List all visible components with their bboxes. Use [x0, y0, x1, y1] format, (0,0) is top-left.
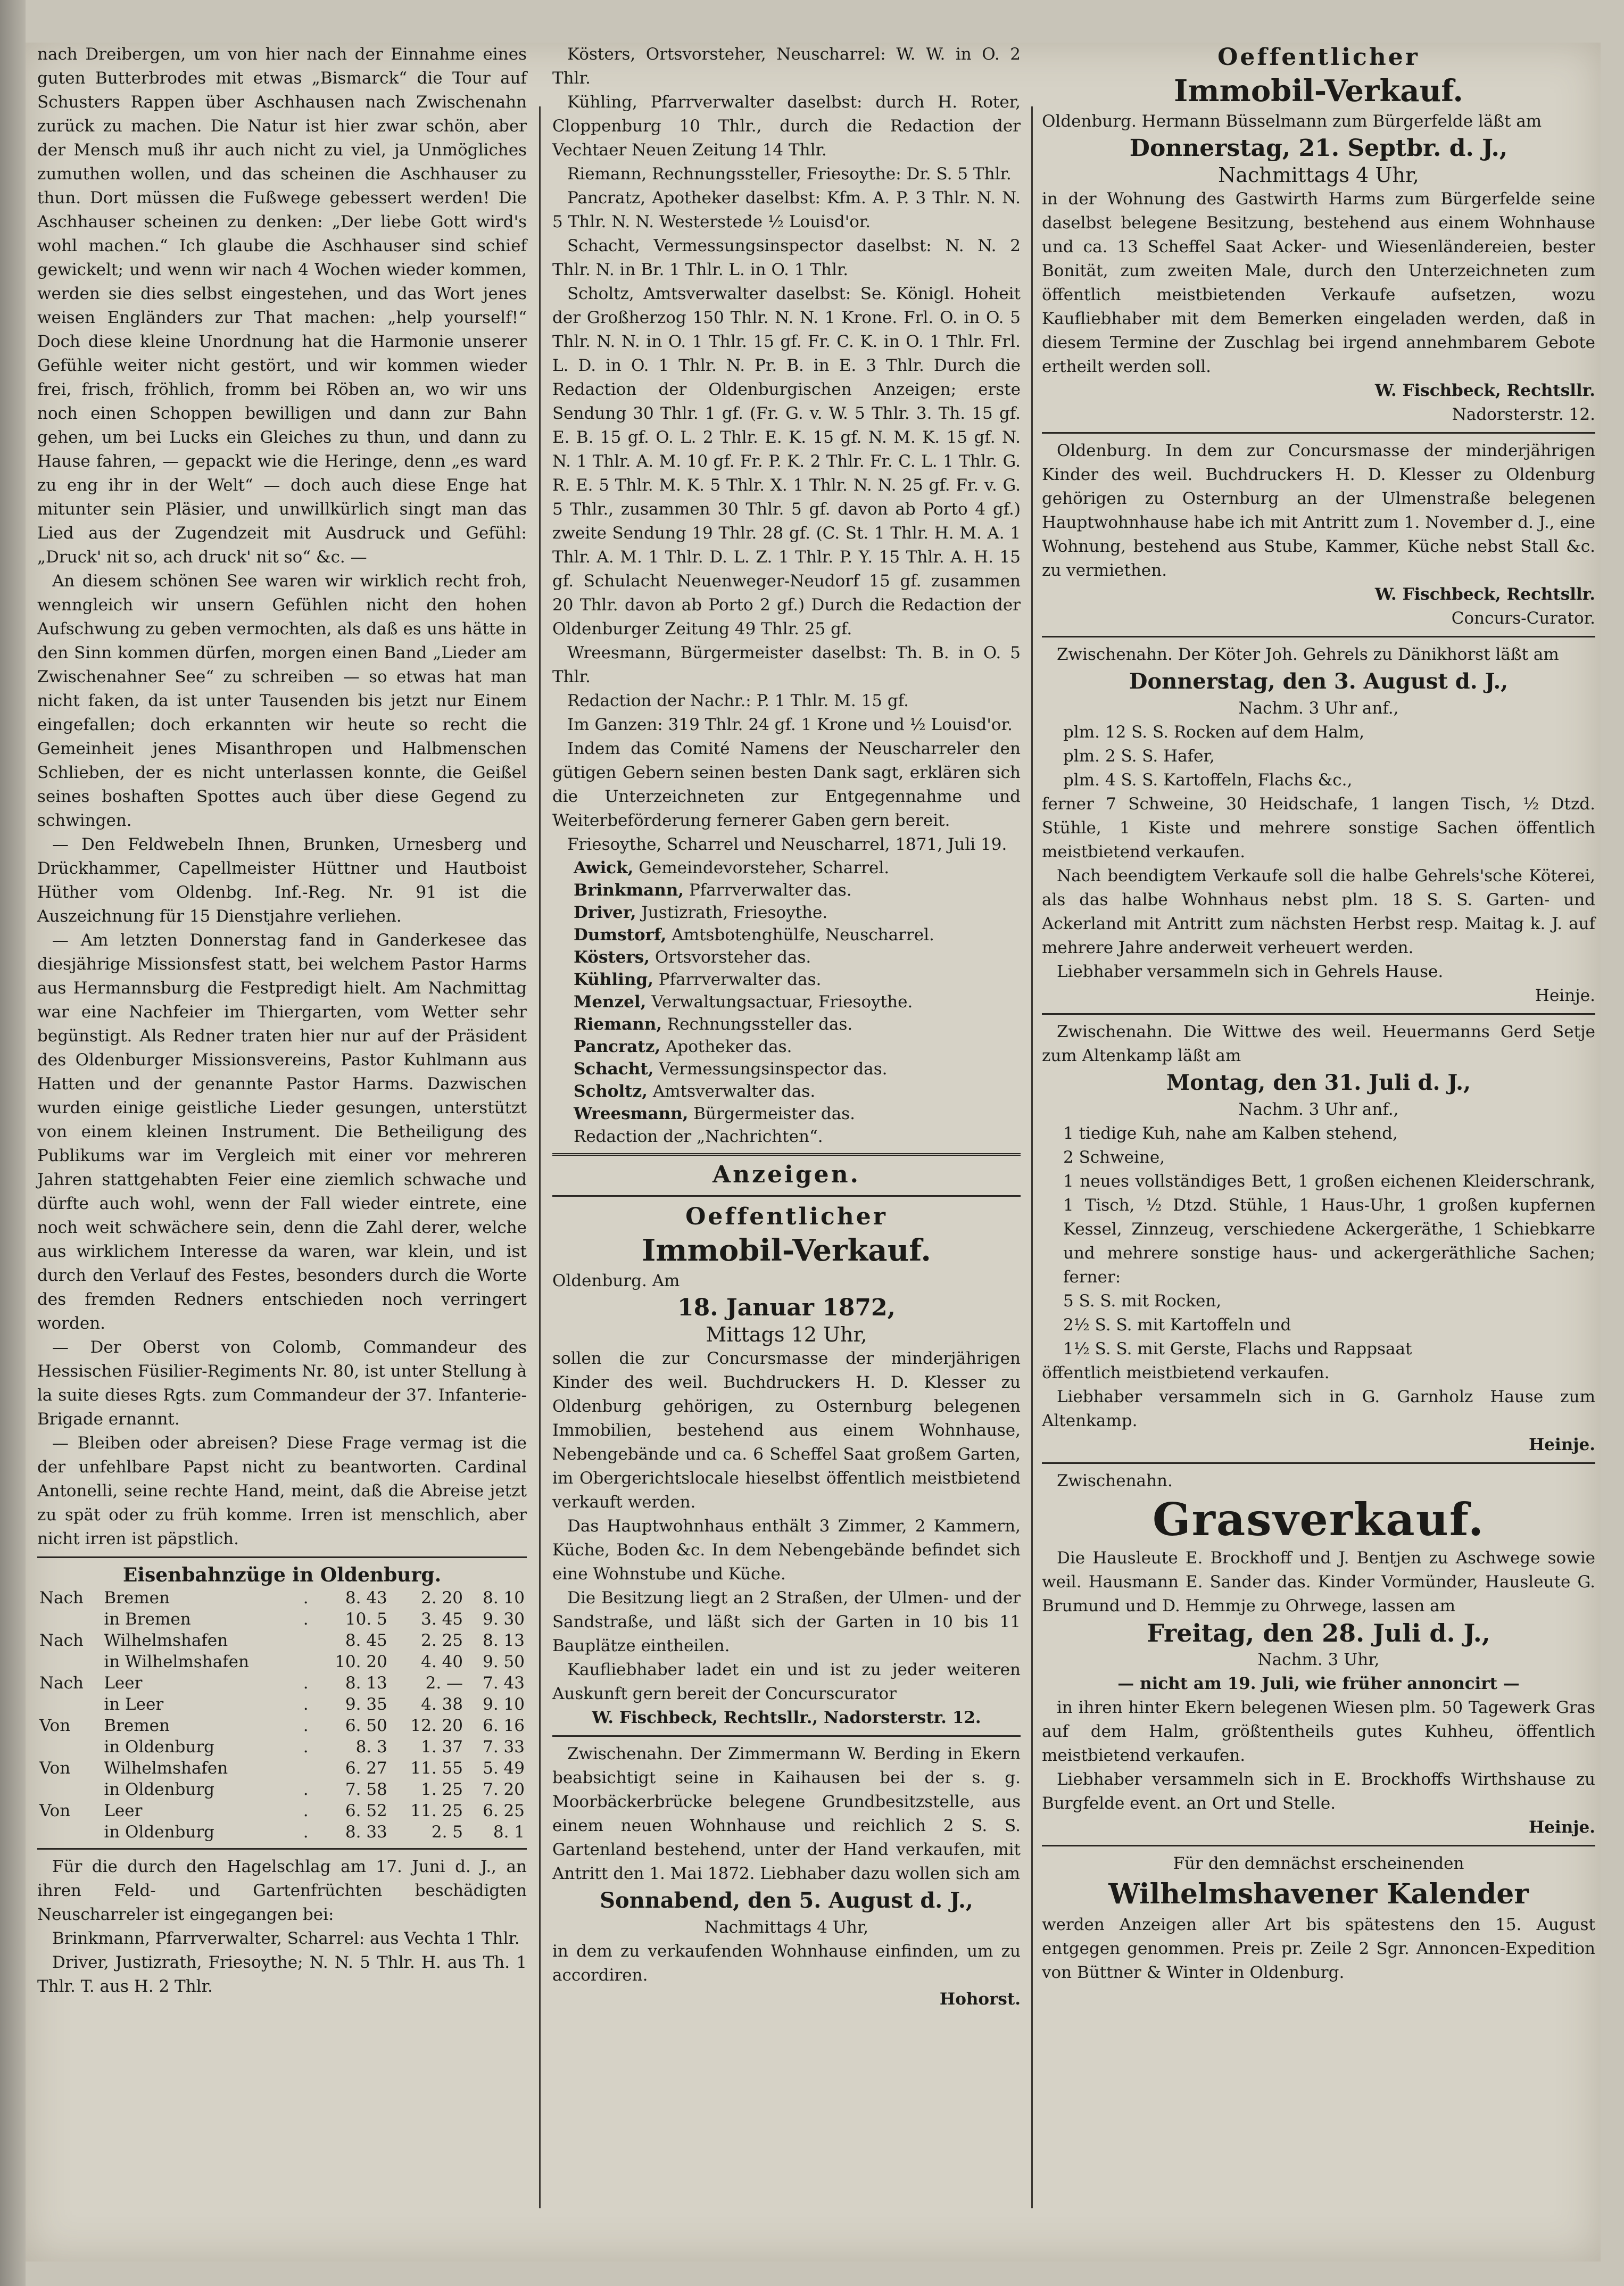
- ad-body: sollen die zur Concursmasse der minderjährigen Kinder des weil. Buchdruckers H. D. Klesser zu Oldenburg gehörigen, zu Osternburg belegenen Immobilien, bestehend aus einem Wohnhause, Nebengebände und ca. 6 Scheffel Saat großem Garten, im Obergerichtslocale hieselbst öffentlich meistbietend verkauft werden.: [552, 1349, 1021, 1512]
- column-2: [552, 43, 1021, 2011]
- column-rule: [1031, 106, 1033, 2208]
- timetable-cell: 12. 20: [410, 1716, 463, 1735]
- timetable-cell: 8. 10: [483, 1588, 525, 1608]
- timetable-cell: Wilhelmshafen: [104, 1759, 228, 1778]
- ad-heading: Oeffentlicher: [1217, 44, 1420, 71]
- ad-signature: Hohorst.: [939, 1990, 1021, 2009]
- signer-name: Awick,: [574, 858, 634, 877]
- divider: [552, 1153, 1021, 1156]
- timetable-cell: Nach: [39, 1631, 84, 1650]
- ad-note: — nicht am 19. Juli, wie früher annoncirt —: [1117, 1674, 1520, 1693]
- timetable-cell: 7. 20: [483, 1780, 525, 1799]
- signer-role: Amtsbotenghülfe, Neuscharrel.: [672, 925, 934, 945]
- news-item: — Der Oberst von Colomb, Commandeur des Hessischen Füsilier-Regiments Nr. 80, ist unter Stellung à la suite dieses Rgts. zum Commandeur der 37. Infanterie-Brigade ernannt.: [37, 1338, 527, 1429]
- ad-date: Sonnabend, den 5. August d. J.,: [600, 1888, 973, 1913]
- signer-role: Vermessungsinspector das.: [659, 1059, 888, 1079]
- timetable-cell: Nach: [39, 1588, 84, 1608]
- signer: [574, 1103, 1021, 1125]
- timetable-row: [37, 1694, 527, 1715]
- timetable-cell: 1. 25: [421, 1780, 463, 1799]
- signer-name: Schacht,: [574, 1059, 654, 1079]
- signers-list: [552, 857, 1021, 1125]
- signer: [574, 901, 1021, 924]
- timetable-cell: 6. 25: [483, 1801, 525, 1820]
- ad-place: Zwischenahn.: [1057, 1471, 1173, 1490]
- timetable-cell: 4. 38: [421, 1695, 463, 1714]
- divider: [1042, 1013, 1595, 1015]
- timetable-cell: 11. 55: [410, 1759, 463, 1778]
- timetable-cell: 11. 25: [410, 1801, 463, 1820]
- ad-item: plm. 12 S. S. Rocken auf dem Halm,: [1063, 723, 1365, 742]
- ad-date: Donnerstag, den 3. August d. J.,: [1129, 669, 1509, 694]
- ad-time: Nachm. 3 Uhr anf.,: [1238, 699, 1399, 718]
- timetable-cell: 6. 52: [345, 1801, 387, 1820]
- news-item: — Am letzten Donnerstag fand in Ganderkesee das diesjährige Missionsfest statt, bei welchem Pastor Harms aus Hermannsburg die Festpredigt hielt. Am Nachmittag war eine Nachfeier im Thiergarten, vom Wetter sehr begünstigt. Als Redner traten hier nur auf der Präsident des Oldenburger Missionsvereins, Pastor Kuhlmann aus Hatten und der genannte Pastor Harms. Dazwischen wurden einige geistliche Lieder gesungen, unterstützt von einem kleinen Instrument. Die Betheiligung des Publikums war im Vergleich mit einer vor mehreren Jahren stattgehabten Feier eine ziemlich schwache und dürfte auch wohl, wenn der Fall wieder eintrete, eine noch weit schwächere sein, denn die Zahl derer, welche aus wirklichem Interesse da waren, war klein, und ist durch den Verlauf des Festes, besonders durch die Worte des fremden Redners entschieden noch verringert worden.: [37, 931, 527, 1333]
- railway-timetable: [37, 1587, 527, 1843]
- donation-paragraph: Für die durch den Hagelschlag am 17. Juni d. J., an ihren Feld- und Gartenfrüchten beschädigten Neuscharreler ist eingegangen bei:: [37, 1857, 527, 1924]
- ad-item: 1 neues vollständiges Bett, 1 großen eichenen Kleiderschrank, 1 Tisch, ½ Dtzd. Stühle, 1 Haus-Uhr, 1 großen kupfernen Kessel, Zinnzeug, verschiedene Ackergeräthe, 1 Schiebkarre und mehrere sonstige haus- und ackergeräthliche Sachen; ferner:: [1063, 1172, 1595, 1287]
- timetable-cell: 8. 13: [483, 1631, 525, 1650]
- donation-paragraph: Scholtz, Amtsverwalter daselbst: Se. Königl. Hoheit der Großherzog 150 Thlr. N. N. 1 Krone. Frl. O. in O. 5 Thlr. N. N. in O. 1 Thlr. 15 gf. Fr. C. K. in O. 1 Thlr. Frl. L. D. in O. 1 Thlr. N. Pr. B. in E. 3 Thlr. Durch die Redaction der Oldenburgischen Anzeigen; erste Sendung 30 Thlr. 1 gf. (Fr. G. v. W. 5 Thlr. 3. Th. 15 gf. E. B. 15 gf. O. L. 2 Thlr. E. K. 15 gf. N. M. K. 15 gf. N. N. 1 Thlr. A. M. 10 gf. Fr. P. K. 2 Thlr. Fr. C. L. 1 Thlr. G. R. E. 5 Thlr. M. K. 5 Thlr. X. 1 Thlr. N. N. 25 gf. Fr. v. G. 5 Thlr., zusammen 30 Thlr. 5 gf. davon ab Porto 4 gf.) zweite Sendung 19 Thlr. 28 gf. (C. St. 1 Thlr. H. M. A. 1 Thlr. A. M. 1 Thlr. D. L. Z. 1 Thlr. P. Y. 15 Thlr. A. H. 15 gf. Schulacht Neuenweger-Neudorf 15 gf. zusammen 20 Thlr. davon ab Porto 2 gf.) Durch die Redaction der Oldenburger Zeitung 49 Thlr. 25 gf.: [552, 284, 1021, 639]
- signer-name: Pancratz,: [574, 1037, 661, 1056]
- divider: [1042, 432, 1595, 434]
- timetable-cell: [301, 1758, 314, 1779]
- ad-body: öffentlich meistbietend verkaufen.: [1042, 1363, 1330, 1382]
- donation-paragraph: Kühling, Pfarrverwalter daselbst: durch H. Roter, Cloppenburg 10 Thlr., durch die Redaction der Vechtaer Neuen Zeitung 14 Thlr.: [552, 93, 1021, 160]
- ad-body: Liebhaber versammeln sich in E. Brockhoffs Wirthshause zu Burgfelde event. an Ort und Stelle.: [1042, 1770, 1595, 1813]
- signer-role: Pfarrverwalter das.: [658, 970, 822, 989]
- signer: [574, 924, 1021, 946]
- ad-body: Oldenburg. Hermann Büsselmann zum Bürgerfelde läßt am: [1042, 112, 1542, 131]
- timetable-row: [37, 1800, 527, 1821]
- signer-name: Menzel,: [574, 992, 647, 1012]
- timetable-row: [37, 1821, 527, 1843]
- donation-paragraph: Riemann, Rechnungssteller, Friesoythe: Dr. S. 5 Thlr.: [567, 164, 1012, 184]
- timetable-cell: 9. 35: [345, 1695, 387, 1714]
- timetable-cell: .: [303, 1610, 309, 1629]
- timetable-row: [37, 1758, 527, 1779]
- ad-body: Liebhaber versammeln sich in Gehrels Hause.: [1057, 962, 1444, 981]
- signer-role: Bürgermeister das.: [693, 1104, 855, 1123]
- signer: [574, 1080, 1021, 1103]
- ad-item: 2½ S. S. mit Kartoffeln und: [1063, 1315, 1291, 1335]
- ad-signature: Heinje.: [1528, 1818, 1595, 1837]
- newspaper-page: [26, 43, 1601, 2262]
- signer-name: Kösters,: [574, 948, 650, 967]
- timetable-cell: .: [303, 1588, 309, 1608]
- signer-role: Verwaltungsactuar, Friesoythe.: [651, 992, 913, 1012]
- ad-signature: W. Fischbeck, Rechtsllr.: [1374, 585, 1595, 604]
- timetable-cell: 7. 33: [483, 1737, 525, 1757]
- ad-time: Nachmittags 4 Uhr,: [1218, 163, 1419, 187]
- ad-date: Montag, den 31. Juli d. J.,: [1166, 1070, 1471, 1095]
- article-paragraph: nach Dreibergen, um von hier nach der Einnahme eines guten Butterbrodes mit etwas „Bismarck“ die Tour auf Schusters Rappen über Aschhausen nach Zwischenahn zurück zu machen. Die Natur ist hier zwar schön, aber der Mensch muß ihr auch nicht zu viel, ja Unmögliches zumuthen wollen, und das scheinen die Aschhauser zu thun. Dort müssen die Fußwege gebessert werden! Die Aschhauser scheinen zu denken: „Der liebe Gott wird's wohl machen.“ Ich glaube die Aschhauser sind schief gewickelt; und wenn wir nach 4 Wochen wieder kommen, werden sie dies selbst eingestehen, und das Wort jenes weisen Engländers zur That machen: „help yourself!“ Doch diese kleine Unordnung hat die Harmonie unserer Gefühle weiter nicht gestört, und wir kommen wieder frei, frisch, fröhlich, fromm bei Röben an, wo wir uns noch einen Schoppen bewilligen und dann zur Bahn gehen, um bei Lucks ein Gleiches zu thun, und dann zu Hause fahren, — gepackt wie die Heringe, denn „es ward zu eng ihr in der Welt“ — doch auch diese Enge hat mitunter sein Pläsier, und unwillkürlich singt man das Lied aus der Zugendzeit mit Ausdruck und Gefühl: „Druck' nit so, ach druck' nit so“ &c. —: [37, 45, 527, 567]
- timetable-row: [37, 1609, 527, 1630]
- divider: [552, 1195, 1021, 1197]
- signer: [574, 991, 1021, 1013]
- signer-name: Kühling,: [574, 970, 653, 989]
- ad-body: Kaufliebhaber ladet ein und ist zu jeder weiteren Auskunft gern bereit der Concurscurator: [552, 1660, 1021, 1703]
- timetable-cell: .: [303, 1737, 309, 1757]
- signer: [574, 879, 1021, 901]
- ad-heading: Immobil-Verkauf.: [1174, 73, 1463, 109]
- donation-paragraph: Schacht, Vermessungsinspector daselbst: N. N. 2 Thlr. N. in Br. 1 Thlr. L. in O. 1 Thlr.: [552, 236, 1021, 279]
- timetable-row: [37, 1587, 527, 1609]
- column-1: [37, 43, 527, 1999]
- timetable-cell: 8. 33: [345, 1823, 387, 1842]
- signer-name: Dumstorf,: [574, 925, 667, 945]
- ad-heading: Immobil-Verkauf.: [642, 1233, 931, 1268]
- ad-body: Liebhaber versammeln sich in G. Garnholz Hause zum Altenkamp.: [1042, 1387, 1595, 1430]
- timetable-cell: 7. 43: [483, 1674, 525, 1693]
- ad-time: Mittags 12 Uhr,: [706, 1323, 867, 1346]
- ad-body: Die Besitzung liegt an 2 Straßen, der Ulmen- und der Sandstraße, und läßt sich der Garten in 10 bis 11 Bauplätze eintheilen.: [552, 1588, 1021, 1655]
- ad-signature-role: Concurs-Curator.: [1451, 609, 1595, 628]
- timetable-cell: .: [303, 1716, 309, 1735]
- divider: [1042, 1845, 1595, 1846]
- ad-time: Nachmittags 4 Uhr,: [704, 1918, 869, 1937]
- divider: [552, 1735, 1021, 1737]
- timetable-cell: Von: [39, 1716, 71, 1735]
- signer: [574, 946, 1021, 968]
- ad-place: Oldenburg. Am: [552, 1271, 680, 1290]
- timetable-cell: 2. —: [425, 1674, 463, 1693]
- ad-item-list: [1042, 720, 1595, 792]
- donation-paragraph: Brinkmann, Pfarrverwalter, Scharrel: aus Vechta 1 Thlr.: [52, 1929, 520, 1948]
- timetable-cell: 9. 50: [483, 1652, 525, 1671]
- timetable-cell: Wilhelmshafen: [104, 1631, 228, 1650]
- timetable-cell: 5. 49: [483, 1759, 525, 1778]
- timetable-cell: 8. 43: [345, 1588, 387, 1608]
- donation-paragraph: Indem das Comité Namens der Neuscharreler den gütigen Gebern seinen besten Dank sagt, erklären sich die Unterzeichneten zur Entgegennahme und Weiterbeförderung fernerer Gaben gern bereit.: [552, 739, 1021, 830]
- timetable-row: [37, 1651, 527, 1672]
- ad-item-list: [1042, 1122, 1595, 1361]
- timetable-cell: .: [303, 1823, 309, 1842]
- ad-body: Oldenburg. In dem zur Concursmasse der minderjährigen Kinder des weil. Buchdruckers H. D. Klesser zu Oldenburg gehörigen zu Osternburg an der Ulmenstraße belegenen Hauptwohnhause habe ich mit Antritt zum 1. November d. J., eine Wohnung, bestehend aus Stube, Kammer, Küche nebst Stall &c. zu vermiethen.: [1042, 441, 1595, 580]
- timetable-cell: [37, 1694, 102, 1715]
- ad-date: 18. Januar 1872,: [677, 1294, 896, 1321]
- timetable-cell: 1. 37: [421, 1737, 463, 1757]
- ad-item: plm. 4 S. S. Kartoffeln, Flachs &c.,: [1063, 771, 1353, 790]
- timetable-cell: 10. 5: [345, 1610, 387, 1629]
- ad-item: 1½ S. S. mit Gerste, Flachs und Rappsaat: [1063, 1339, 1412, 1359]
- timetable-cell: Bremen: [104, 1716, 170, 1735]
- ad-body: Die Hausleute E. Brockhoff und J. Bentjen zu Aschwege sowie weil. Hausmann E. Sander das. Kinder Vormünder, Hausleute G. Brumund und D. Hemmje zu Ohrwege, lassen am: [1042, 1548, 1595, 1616]
- timetable-cell: [301, 1651, 314, 1672]
- ad-date: Donnerstag, 21. Septbr. d. J.,: [1129, 135, 1508, 162]
- ad-signature: Heinje.: [1535, 986, 1595, 1005]
- timetable-row: [37, 1630, 527, 1651]
- timetable-cell: 2. 20: [421, 1588, 463, 1608]
- timetable-cell: in Oldenburg: [104, 1780, 215, 1799]
- timetable-row: [37, 1672, 527, 1694]
- timetable-cell: 6. 16: [483, 1716, 525, 1735]
- signer-role: Amtsverwalter das.: [652, 1082, 816, 1101]
- column-3: [1042, 43, 1595, 1985]
- timetable-cell: in Oldenburg: [104, 1823, 215, 1842]
- timetable-cell: 8. 45: [345, 1631, 387, 1650]
- signer-role: Gemeindevorsteher, Scharrel.: [639, 858, 890, 877]
- signer-role: Ortsvorsteher das.: [654, 948, 811, 967]
- timetable-cell: [37, 1736, 102, 1758]
- article-paragraph: An diesem schönen See waren wir wirklich recht froh, wenngleich wir unsern Gefühlen nicht den hohen Aufschwung zu geben vermochten, als daß es uns hätte in den Sinn kommen dürfen, morgen einen Band „Lieder am Zwischenahner See“ zu schreiben — so etwas hat man nicht faken, da ist unter Tausenden bis jetzt nur Einem eingefallen; doch erkannten wir heute so recht die Gemeinheit jenes Misanthropen und Halbmenschen Schlieben, der es nicht unterlassen konnte, die Geißel seines boshaften Spottes auch über diese Gegend zu schwingen.: [37, 572, 527, 830]
- signer: [574, 1058, 1021, 1080]
- ad-heading: Wilhelmshavener Kalender: [1108, 1878, 1529, 1910]
- timetable-cell: 3. 45: [421, 1610, 463, 1629]
- timetable-cell: 7. 58: [345, 1780, 387, 1799]
- timetable-cell: [301, 1630, 314, 1651]
- timetable-cell: in Oldenburg: [104, 1737, 215, 1757]
- timetable-cell: 6. 50: [345, 1716, 387, 1735]
- dateline: Friesoythe, Scharrel und Neuscharrel, 1871, Juli 19.: [567, 835, 1007, 854]
- timetable-cell: in Wilhelmshafen: [104, 1652, 249, 1671]
- timetable-cell: 8. 13: [345, 1674, 387, 1693]
- donation-paragraph: Redaction der Nachr.: P. 1 Thlr. M. 15 gf.: [567, 691, 909, 710]
- timetable-cell: in Leer: [104, 1695, 164, 1714]
- ad-body: Zwischenahn. Der Köter Joh. Gehrels zu Dänikhorst läßt am: [1057, 645, 1559, 664]
- ad-body: werden Anzeigen aller Art bis spätestens den 15. August entgegen genommen. Preis pr. Zeile 2 Sgr. Annoncen-Expedition von Büttner & Winter in Oldenburg.: [1042, 1915, 1595, 1982]
- timetable-row: [37, 1779, 527, 1800]
- donation-paragraph: Kösters, Ortsvorsteher, Neuscharrel: W. W. in O. 2 Thlr.: [552, 45, 1021, 88]
- timetable-cell: 4. 40: [421, 1652, 463, 1671]
- timetable-cell: 10. 20: [335, 1652, 387, 1671]
- divider: [1042, 636, 1595, 637]
- signer-name: Driver,: [574, 903, 636, 922]
- ad-signature: W. Fischbeck, Rechtsllr., Nadorsterstr. 12.: [592, 1708, 981, 1727]
- ad-item: 2 Schweine,: [1063, 1148, 1165, 1167]
- timetable-row: [37, 1715, 527, 1736]
- ad-body: Das Hauptwohnhaus enthält 3 Zimmer, 2 Kammern, Küche, Boden &c. In dem Nebengebände befindet sich eine Wohnstube und Küche.: [552, 1517, 1021, 1584]
- signer: [574, 968, 1021, 991]
- signer: [574, 1036, 1021, 1058]
- signer-name: Scholtz,: [574, 1082, 648, 1101]
- signer: [574, 857, 1021, 879]
- signer-role: Justizrath, Friesoythe.: [641, 903, 828, 922]
- timetable-cell: 6. 27: [345, 1759, 387, 1778]
- ad-body: Zwischenahn. Die Wittwe des weil. Heuermanns Gerd Setje zum Altenkamp läßt am: [1042, 1022, 1595, 1065]
- ad-date: Freitag, den 28. Juli d. J.,: [1147, 1619, 1490, 1647]
- ad-item: 5 S. S. mit Rocken,: [1063, 1291, 1222, 1311]
- signer-role: Rechnungssteller das.: [667, 1015, 853, 1034]
- timetable-cell: 2. 5: [431, 1823, 463, 1842]
- timetable-cell: Von: [39, 1801, 71, 1820]
- timetable-cell: [37, 1779, 102, 1800]
- ad-body: in der Wohnung des Gastwirth Harms zum Bürgerfelde seine daselbst belegene Besitzung, bestehend aus einem Wohnhause und ca. 13 Scheffel Saat Acker- und Wiesenländereien, bester Bonität, zum zweiten Male, durch den Unterzeichneten zum öffentlich meistbietenden Verkaufe aufsetzen, wozu Kaufliebhaber mit dem Bemerken eingeladen werden, daß in diesem Termine der Zuschlag bei irgend annehmbarem Gebote ertheilt werden soll.: [1042, 189, 1595, 376]
- divider: [37, 1556, 527, 1558]
- news-item: — Bleiben oder abreisen? Diese Frage vermag ist die der unfehlbare Papst nicht zu beantworten. Cardinal Antonelli, seine rechte Hand, meint, daß die Abreise jetzt zu spät oder zu früh komme. Irren ist menschlich, aber nicht irren ist päpstlich.: [37, 1434, 527, 1548]
- signer-role: Apotheker das.: [665, 1037, 792, 1056]
- ad-body: ferner 7 Schweine, 30 Heidschafe, 1 langen Tisch, ½ Dtzd. Stühle, 1 Kiste und mehrere sonstige Sachen öffentlich meistbietend verkaufen.: [1042, 794, 1595, 862]
- timetable-cell: [37, 1821, 102, 1843]
- timetable-cell: 9. 30: [483, 1610, 525, 1629]
- donation-paragraph: Im Ganzen: 319 Thlr. 24 gf. 1 Krone und ½ Louisd'or.: [567, 715, 1013, 734]
- signer: [574, 1013, 1021, 1036]
- timetable-cell: Von: [39, 1759, 71, 1778]
- timetable-cell: 8. 3: [355, 1737, 387, 1757]
- timetable-cell: 8. 1: [493, 1823, 525, 1842]
- ad-body: in ihren hinter Ekern belegenen Wiesen plm. 50 Tagewerk Gras auf dem Halm, größtentheils gutes Kuhheu, öffentlich meistbietend verkaufen.: [1042, 1698, 1595, 1765]
- timetable-cell: Bremen: [104, 1588, 170, 1608]
- timetable-row: [37, 1736, 527, 1758]
- ad-time: Nachm. 3 Uhr,: [1257, 1650, 1380, 1669]
- timetable-cell: Leer: [104, 1801, 143, 1820]
- timetable-cell: Nach: [39, 1674, 84, 1693]
- column-rule: [539, 106, 541, 2208]
- donation-paragraph: Pancratz, Apotheker daselbst: Kfm. A. P. 3 Thlr. N. N. 5 Thlr. N. N. Westerstede ½ Louisd'or.: [552, 188, 1021, 231]
- divider: [37, 1848, 527, 1850]
- section-heading: Anzeigen.: [712, 1161, 860, 1188]
- ad-time: Nachm. 3 Uhr anf.,: [1238, 1100, 1399, 1119]
- timetable-cell: 2. 25: [421, 1631, 463, 1650]
- timetable-cell: .: [303, 1695, 309, 1714]
- page-fold: [0, 0, 26, 2286]
- signers-end: Redaction der „Nachrichten“.: [574, 1127, 823, 1146]
- ad-body: Nach beendigtem Verkaufe soll die halbe Gehrels'sche Köterei, als das halbe Wohnhaus nebst plm. 18 S. S. Garten- und Ackerland mit Antritt zum nächsten Herbst resp. Maitag k. J. auf mehrere Jahre anderweit verheuert werden.: [1042, 866, 1595, 957]
- ad-signature-address: Nadorsterstr. 12.: [1452, 405, 1595, 424]
- ad-body: Zwischenahn. Der Zimmermann W. Berding in Ekern beabsichtigt seine in Kaihausen bei der s. g. Moorbäckerbrücke belegene Grundbesitzstelle, aus einem neuen Wohnhause und reichlich 2 S. S. Gartenland bestehend, unter der Hand verkaufen, mit Antritt den 1. Mai 1872. Liebhaber dazu wollen sich am: [552, 1744, 1021, 1883]
- timetable-cell: in Bremen: [104, 1610, 191, 1629]
- ad-heading: Grasverkauf.: [1152, 1493, 1485, 1546]
- timetable-cell: [37, 1651, 102, 1672]
- timetable-cell: .: [303, 1780, 309, 1799]
- news-item: — Den Feldwebeln Ihnen, Brunken, Urnesberg und Drückhammer, Capellmeister Hüttner und Hautboist Hüther vom Oldenbg. Inf.-Reg. Nr. 91 ist die Auszeichnung für 15 Dienstjahre verliehen.: [37, 835, 527, 926]
- timetable-cell: .: [303, 1674, 309, 1693]
- timetable-cell: [37, 1609, 102, 1630]
- signer-name: Wreesmann,: [574, 1104, 689, 1123]
- ad-signature: Heinje.: [1528, 1435, 1595, 1454]
- timetable-cell: Leer: [104, 1674, 143, 1693]
- ad-body: in dem zu verkaufenden Wohnhause einfinden, um zu accordiren.: [552, 1942, 1021, 1985]
- donation-paragraph: Driver, Justizrath, Friesoythe; N. N. 5 Thlr. H. aus Th. 1 Thlr. T. aus H. 2 Thlr.: [37, 1953, 527, 1996]
- ad-item: plm. 2 S. S. Hafer,: [1063, 747, 1215, 766]
- railway-title: Eisenbahnzüge in Oldenburg.: [122, 1564, 442, 1586]
- donation-paragraph: Wreesmann, Bürgermeister daselbst: Th. B. in O. 5 Thlr.: [552, 643, 1021, 686]
- signer-name: Brinkmann,: [574, 881, 684, 900]
- signer-name: Riemann,: [574, 1015, 662, 1034]
- signer-role: Pfarrverwalter das.: [689, 881, 852, 900]
- ad-body: Für den demnächst erscheinenden: [1173, 1854, 1464, 1873]
- timetable-cell: .: [303, 1801, 309, 1820]
- divider: [1042, 1462, 1595, 1464]
- ad-signature: W. Fischbeck, Rechtsllr.: [1374, 381, 1595, 400]
- timetable-cell: 9. 10: [483, 1695, 525, 1714]
- ad-item: 1 tiedige Kuh, nahe am Kalben stehend,: [1063, 1124, 1398, 1143]
- ad-heading: Oeffentlicher: [685, 1203, 888, 1230]
